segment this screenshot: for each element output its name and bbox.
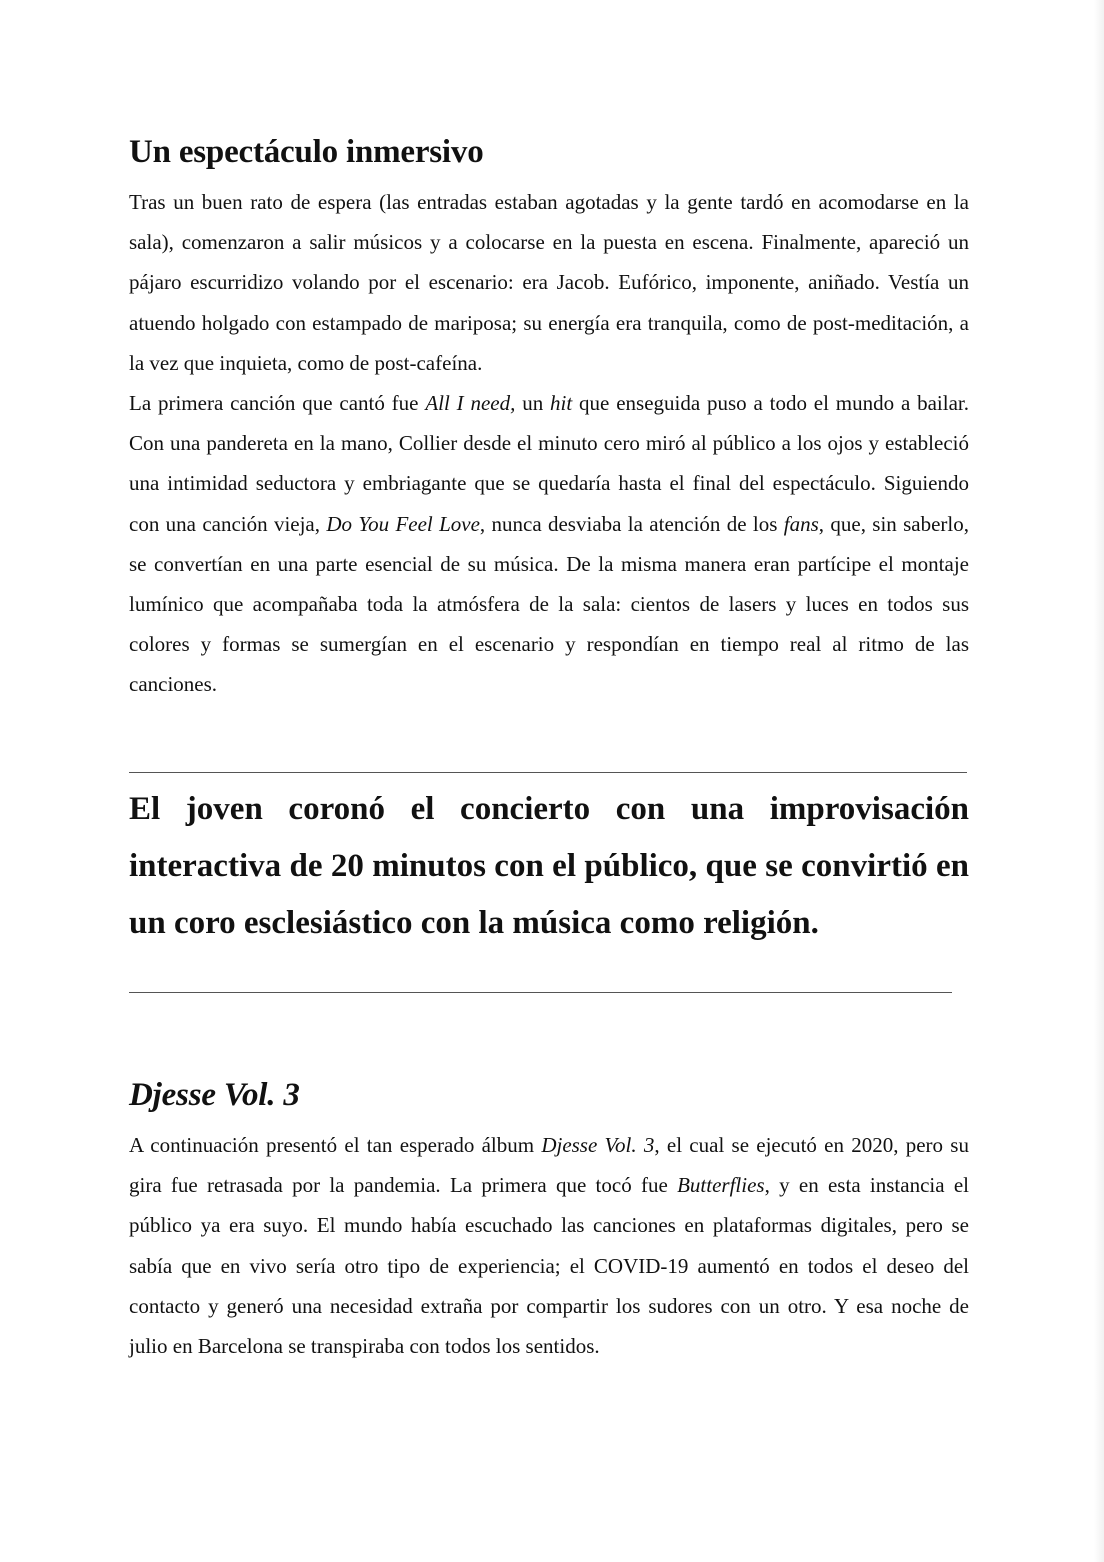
text-run: un <box>515 391 551 416</box>
paragraph-intro: Tras un buen rato de espera (las entradas estaban agotadas y la gente tardó en acomodarse en la sala), comenzaron a salir músicos y a colocarse en la puesta en escena. Finalmente, apareció un pájaro escurridizo volando por el escenario: era Jacob. Eufórico, imponente, aniñado. Vestía un atuendo holgado con estampado de mariposa; su energía era tranquila, como de post-meditación, a la vez que inquieta, como de post-cafeína. <box>129 190 969 375</box>
paragraph-first-song <box>129 383 969 705</box>
song-title: All I need, <box>425 391 516 416</box>
song-title: Butterflies <box>677 1173 765 1198</box>
page-edge <box>1094 0 1104 1562</box>
section-title: Djesse Vol. 3 <box>129 1077 300 1113</box>
text-run: , el cual se ejecutó en 2020, pero su gira fue retrasada por la pandemia. La primera que tocó fue <box>129 1133 969 1198</box>
song-title: Do You Feel Love <box>326 511 480 536</box>
section-title: Un espectáculo inmersivo <box>129 134 484 170</box>
text-run: , nunca desviaba la atención de los <box>479 511 784 536</box>
divider-top <box>129 772 967 773</box>
text-run: A continuación presentó el tan esperado álbum <box>129 1133 542 1157</box>
emphasis-term: fans <box>783 511 819 536</box>
pull-quote: El joven coronó el concierto con una improvisación interactiva de 20 minutos con el público, que se convirtió en un coro esclesiástico con la música como religión. <box>129 791 969 941</box>
paragraph-album <box>129 1125 969 1366</box>
text-run: , que, sin saberlo, se convertían en una parte esencial de su música. De la misma manera eran partícipe el montaje lumínico que acompañaba toda la atmósfera de la sala: cientos de lasers y luces en todos sus colores y formas se sumergían en el escenario y respondían en tiempo real al ritmo de las canciones. <box>129 511 970 697</box>
section-djesse <box>129 1075 969 1366</box>
album-title: Djesse Vol. 3 <box>541 1133 655 1157</box>
section-inmersivo <box>129 132 969 705</box>
divider-bottom <box>129 992 952 993</box>
text-run: , y en esta instancia el público ya era suyo. El mundo había escuchado las canciones en plataformas digitales, pero se sabía que en vivo sería otro tipo de experiencia; el COVID-19 aumentó en todos el deseo del contacto y generó una necesidad extraña por compartir los sudores con un otro. Y esa noche de julio en Barcelona se transpiraba con todos los sentidos. <box>129 1173 969 1359</box>
text-run: que enseguida puso a todo el mundo a bailar. Con una pandereta en la mano, Collier desde el minuto cero miró al público a los ojos y estableció una intimidad seductora y embriagante que se quedaría hasta el final del espectáculo. Siguiendo con una canción vieja, <box>129 391 970 536</box>
emphasis-term: hit <box>550 391 573 416</box>
text-run: La primera canción que cantó fue <box>129 391 426 416</box>
